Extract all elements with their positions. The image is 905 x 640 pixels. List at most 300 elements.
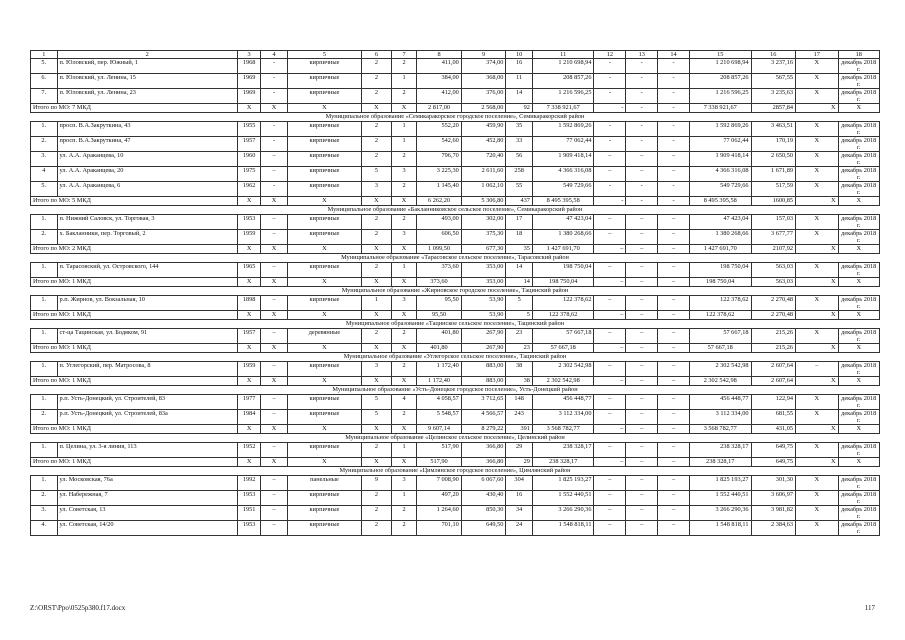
column-number: 8: [417, 51, 462, 59]
table-cell: 17: [506, 215, 533, 230]
table-cell: 38: [506, 362, 533, 377]
table-cell: 157,03: [751, 215, 796, 230]
table-cell: X: [796, 137, 838, 152]
table-cell: р.п. Усть-Донецкий, ул. Строителей, 83а: [57, 410, 237, 425]
table-cell: 5: [506, 311, 533, 320]
table-cell: X: [796, 329, 838, 344]
table-cell: 2 302 542,98: [532, 362, 594, 377]
table-cell: –: [261, 491, 288, 506]
table-cell: 6.: [31, 74, 58, 89]
table-cell: 16: [506, 59, 533, 74]
table-cell: –: [796, 362, 838, 377]
table-cell: 1 210 698,94: [532, 59, 594, 74]
table-cell: X: [287, 104, 361, 113]
table-cell: X: [391, 245, 416, 254]
section-heading-row: [31, 353, 880, 362]
table-cell: -: [626, 59, 658, 74]
table-cell: 1 380 268,66: [689, 230, 751, 245]
table-cell: 238 328,17: [689, 458, 751, 467]
table-cell: –: [594, 506, 626, 521]
table-cell: 2: [362, 506, 392, 521]
table-cell: X: [838, 425, 880, 434]
table-cell: 6 067,60: [461, 476, 506, 491]
table-cell: –: [626, 152, 658, 167]
table-row: [31, 167, 880, 182]
table-cell: 122 378,62: [689, 311, 751, 320]
table-cell: кирпичные: [287, 395, 361, 410]
table-cell: –: [261, 395, 288, 410]
table-cell: 391: [506, 425, 533, 434]
table-cell: п. Тарасовский, ул. Островского, 144: [57, 263, 237, 278]
table-cell: кирпичные: [287, 215, 361, 230]
table-cell: 8 495 395,58: [532, 197, 594, 206]
table-cell: 1952: [237, 443, 260, 458]
table-cell: –: [261, 263, 288, 278]
table-cell: кирпичные: [287, 296, 361, 311]
table-cell: декабрь 2018 г.: [838, 182, 880, 197]
table-cell: 2857,84: [751, 104, 796, 113]
table-cell: –: [594, 491, 626, 506]
table-cell: 2: [391, 215, 416, 230]
table-cell: 412,00: [417, 89, 462, 104]
table-cell: 3 112 334,00: [532, 410, 594, 425]
table-cell: декабрь 2018 г.: [838, 329, 880, 344]
table-cell: п. Юловский, ул. Ленина, 23: [57, 89, 237, 104]
table-cell: X: [261, 104, 288, 113]
table-cell: -: [261, 122, 288, 137]
table-cell: 3 568 782,77: [532, 425, 594, 434]
table-cell: –: [626, 506, 658, 521]
table-row: [31, 491, 880, 506]
table-cell: 1984: [237, 410, 260, 425]
section-heading-row: [31, 206, 880, 215]
table-cell: 2: [362, 491, 392, 506]
table-cell: 701,10: [417, 521, 462, 536]
table-cell: 7 338 921,67: [689, 104, 751, 113]
section-heading-row: [31, 320, 880, 329]
table-cell: 198 750,04: [532, 278, 594, 287]
table-cell: 77 062,44: [532, 137, 594, 152]
table-cell: -: [626, 182, 658, 197]
subtotal-label: Итого по МО: 7 МКД: [31, 104, 238, 113]
table-cell: 353,00: [461, 263, 506, 278]
table-cell: 29: [506, 443, 533, 458]
section-heading: Муниципальное образование «Целинское сельское поселение», Целинский район: [31, 434, 880, 443]
table-cell: -: [626, 197, 658, 206]
table-cell: X: [391, 377, 416, 386]
table-row: [31, 89, 880, 104]
table-cell: 452,80: [461, 137, 506, 152]
table-cell: –: [658, 395, 690, 410]
table-cell: X: [391, 458, 416, 467]
table-cell: -: [658, 182, 690, 197]
table-cell: -: [594, 122, 626, 137]
subtotal-row: [31, 104, 880, 113]
table-cell: X: [796, 506, 838, 521]
table-cell: -: [594, 74, 626, 89]
table-cell: декабрь 2018 г.: [838, 230, 880, 245]
table-cell: 9 607,14: [417, 425, 462, 434]
table-cell: –: [594, 521, 626, 536]
table-cell: 2 611,60: [461, 167, 506, 182]
table-cell: –: [261, 167, 288, 182]
table-cell: панельные: [287, 476, 361, 491]
table-cell: 4 058,57: [417, 395, 462, 410]
table-cell: декабрь 2018 г.: [838, 491, 880, 506]
table-cell: ул. Московская, 76а: [57, 476, 237, 491]
table-cell: –: [626, 167, 658, 182]
table-cell: X: [796, 74, 838, 89]
table-cell: п. Юловский, пер. Южный, 1: [57, 59, 237, 74]
table-cell: –: [261, 230, 288, 245]
table-cell: 796,70: [417, 152, 462, 167]
table-cell: 2: [362, 152, 392, 167]
table-cell: 4 366 316,08: [532, 167, 594, 182]
table-row: [31, 230, 880, 245]
table-cell: 267,90: [461, 329, 506, 344]
table-cell: 1965: [237, 263, 260, 278]
table-row: [31, 506, 880, 521]
table-cell: 1 427 691,70: [689, 245, 751, 254]
table-cell: 720,40: [461, 152, 506, 167]
table-cell: 198 750,04: [689, 263, 751, 278]
table-cell: 92: [506, 104, 533, 113]
table-cell: X: [796, 122, 838, 137]
table-cell: п. Нижний Саловск, ул. Торговая, 3: [57, 215, 237, 230]
subtotal-row: [31, 311, 880, 320]
table-row: [31, 410, 880, 425]
table-cell: 1 062,10: [461, 182, 506, 197]
table-row: [31, 395, 880, 410]
table-cell: -: [658, 122, 690, 137]
table-cell: X: [362, 278, 392, 287]
table-cell: 2: [391, 182, 416, 197]
table-cell: –: [658, 230, 690, 245]
table-cell: 2107,92: [751, 245, 796, 254]
table-cell: X: [838, 311, 880, 320]
table-cell: –: [626, 476, 658, 491]
table-cell: 2 607,64: [751, 362, 796, 377]
table-cell: –: [626, 263, 658, 278]
table-cell: 850,30: [461, 506, 506, 521]
table-cell: 6 262,20: [417, 197, 462, 206]
column-number: 11: [532, 51, 594, 59]
column-number: 9: [461, 51, 506, 59]
table-cell: –: [261, 152, 288, 167]
table-cell: –: [658, 329, 690, 344]
table-cell: 3 266 290,36: [532, 506, 594, 521]
column-number: 15: [689, 51, 751, 59]
table-cell: 1 552 440,51: [532, 491, 594, 506]
table-cell: 1 592 869,26: [689, 122, 751, 137]
table-cell: 2 302 542,98: [532, 377, 594, 386]
column-number: 3: [237, 51, 260, 59]
table-row: [31, 74, 880, 89]
table-cell: –: [594, 362, 626, 377]
table-cell: -: [594, 89, 626, 104]
table-cell: –: [594, 311, 626, 320]
table-cell: 1: [391, 122, 416, 137]
table-cell: X: [838, 344, 880, 353]
table-cell: 5 548,57: [417, 410, 462, 425]
table-cell: -: [626, 89, 658, 104]
table-cell: 2: [391, 329, 416, 344]
table-cell: -: [626, 122, 658, 137]
table-cell: 883,00: [461, 377, 506, 386]
section-heading: Муниципальное образование «Жирновское городское поселение», Тацинский район: [31, 287, 880, 296]
column-number: 12: [594, 51, 626, 59]
table-cell: декабрь 2018 г.: [838, 89, 880, 104]
column-number: 10: [506, 51, 533, 59]
table-cell: 3: [362, 182, 392, 197]
table-cell: 238 328,17: [689, 443, 751, 458]
table-cell: -: [594, 197, 626, 206]
table-cell: 1953: [237, 521, 260, 536]
table-cell: –: [658, 410, 690, 425]
subtotal-label: Итого по МО: 5 МКД: [31, 197, 238, 206]
column-number: 4: [261, 51, 288, 59]
table-cell: X: [796, 245, 838, 254]
table-cell: 2 270,48: [751, 311, 796, 320]
table-cell: 3: [391, 476, 416, 491]
table-cell: 1 548 818,11: [532, 521, 594, 536]
table-cell: 3: [362, 362, 392, 377]
table-cell: р.п. Усть-Донецкий, ул. Строителей, 83: [57, 395, 237, 410]
table-cell: 18: [506, 230, 533, 245]
table-cell: 1 825 193,27: [689, 476, 751, 491]
table-cell: X: [796, 59, 838, 74]
table-cell: –: [626, 458, 658, 467]
table-cell: 148: [506, 395, 533, 410]
table-cell: декабрь 2018 г.: [838, 521, 880, 536]
table-cell: кирпичные: [287, 230, 361, 245]
table-cell: –: [626, 344, 658, 353]
table-cell: –: [626, 395, 658, 410]
table-cell: X: [391, 104, 416, 113]
table-cell: X: [287, 377, 361, 386]
table-cell: –: [261, 362, 288, 377]
table-row: [31, 296, 880, 311]
table-cell: 1898: [237, 296, 260, 311]
table-cell: 1960: [237, 152, 260, 167]
table-cell: ул. Набережная, 7: [57, 491, 237, 506]
table-cell: 549 729,66: [689, 182, 751, 197]
column-number: 13: [626, 51, 658, 59]
table-cell: кирпичные: [287, 182, 361, 197]
table-cell: –: [626, 245, 658, 254]
table-cell: 1962: [237, 182, 260, 197]
table-cell: 170,19: [751, 137, 796, 152]
table-cell: 3 463,51: [751, 122, 796, 137]
table-cell: 5: [362, 395, 392, 410]
table-cell: 437: [506, 197, 533, 206]
subtotal-label: Итого по МО: 1 МКД: [31, 377, 238, 386]
table-cell: –: [626, 230, 658, 245]
table-cell: 208 857,26: [532, 74, 594, 89]
table-cell: кирпичные: [287, 89, 361, 104]
table-cell: 2: [362, 74, 392, 89]
table-cell: X: [261, 344, 288, 353]
table-cell: 2: [362, 263, 392, 278]
table-cell: X: [261, 458, 288, 467]
table-cell: декабрь 2018 г.: [838, 137, 880, 152]
table-cell: 1977: [237, 395, 260, 410]
subtotal-label: Итого по МО: 1 МКД: [31, 458, 238, 467]
table-cell: 1953: [237, 491, 260, 506]
table-cell: 14: [506, 89, 533, 104]
table-cell: –: [626, 278, 658, 287]
table-cell: 2 270,48: [751, 296, 796, 311]
table-cell: -: [594, 182, 626, 197]
table-cell: 456 448,77: [532, 395, 594, 410]
table-cell: 1955: [237, 122, 260, 137]
table-cell: 1 172,40: [417, 377, 462, 386]
table-cell: –: [594, 230, 626, 245]
subtotal-label: Итого по МО: 1 МКД: [31, 311, 238, 320]
table-cell: 47 423,04: [689, 215, 751, 230]
table-cell: 215,26: [751, 329, 796, 344]
table-cell: 2: [362, 443, 392, 458]
subtotal-row: [31, 278, 880, 287]
table-cell: 517,90: [417, 443, 462, 458]
table-cell: –: [261, 521, 288, 536]
table-cell: –: [658, 278, 690, 287]
table-cell: 1.: [31, 122, 58, 137]
table-cell: 3 237,16: [751, 59, 796, 74]
table-cell: 1959: [237, 230, 260, 245]
table-cell: 373,60: [417, 278, 462, 287]
column-number: 14: [658, 51, 690, 59]
table-cell: 2.: [31, 410, 58, 425]
column-number: 17: [796, 51, 838, 59]
table-cell: 2 384,63: [751, 521, 796, 536]
table-cell: 1 216 596,25: [532, 89, 594, 104]
table-cell: декабрь 2018 г.: [838, 395, 880, 410]
table-cell: 267,90: [461, 344, 506, 353]
table-cell: –: [594, 263, 626, 278]
table-cell: 1: [391, 74, 416, 89]
table-cell: 2 302 542,98: [689, 377, 751, 386]
table-cell: X: [796, 458, 838, 467]
table-cell: –: [626, 410, 658, 425]
table-cell: X: [796, 230, 838, 245]
subtotal-row: [31, 425, 880, 434]
table-cell: 1.: [31, 215, 58, 230]
table-cell: X: [237, 104, 260, 113]
table-cell: 5: [362, 410, 392, 425]
table-cell: X: [391, 311, 416, 320]
table-cell: 2.: [31, 491, 58, 506]
table-cell: 3 606,97: [751, 491, 796, 506]
table-row: [31, 443, 880, 458]
table-cell: –: [594, 476, 626, 491]
table-row: [31, 476, 880, 491]
table-cell: 1 909 418,14: [689, 152, 751, 167]
table-cell: 3 568 782,77: [689, 425, 751, 434]
table-cell: X: [838, 278, 880, 287]
table-cell: 2 817,00: [417, 104, 462, 113]
table-cell: 57 667,18: [532, 344, 594, 353]
table-cell: –: [626, 329, 658, 344]
table-cell: 3: [391, 230, 416, 245]
table-cell: 376,00: [461, 89, 506, 104]
table-cell: –: [594, 215, 626, 230]
table-cell: 3 112 334,00: [689, 410, 751, 425]
table-cell: 29: [506, 458, 533, 467]
table-cell: X: [796, 167, 838, 182]
table-cell: X: [261, 278, 288, 287]
table-cell: 1968: [237, 59, 260, 74]
table-cell: –: [626, 377, 658, 386]
table-cell: 681,55: [751, 410, 796, 425]
table-cell: ул. А.А. Араканцева, 6: [57, 182, 237, 197]
table-cell: -: [626, 104, 658, 113]
table-cell: 649,75: [751, 458, 796, 467]
table-cell: –: [261, 296, 288, 311]
table-cell: ст-ца Тацинская, ул. Бодяком, 91: [57, 329, 237, 344]
table-cell: 1957: [237, 329, 260, 344]
table-cell: деревянные: [287, 329, 361, 344]
table-cell: –: [626, 311, 658, 320]
table-row: [31, 122, 880, 137]
table-cell: 258: [506, 167, 533, 182]
table-cell: 2: [391, 410, 416, 425]
table-cell: 1: [391, 443, 416, 458]
table-cell: -: [261, 137, 288, 152]
table-cell: X: [362, 377, 392, 386]
table-cell: 2: [391, 362, 416, 377]
table-cell: X: [391, 425, 416, 434]
table-cell: кирпичные: [287, 521, 361, 536]
table-cell: р.п. Жирнов, ул. Вокзальная, 10: [57, 296, 237, 311]
table-cell: 5: [506, 296, 533, 311]
table-cell: -: [658, 59, 690, 74]
table-cell: 606,50: [417, 230, 462, 245]
table-cell: 95,50: [417, 311, 462, 320]
table-cell: 4.: [31, 521, 58, 536]
table-cell: кирпичные: [287, 74, 361, 89]
table-cell: 2: [362, 521, 392, 536]
table-cell: 1957: [237, 137, 260, 152]
table-cell: декабрь 2018 г.: [838, 410, 880, 425]
table-cell: 1953: [237, 215, 260, 230]
table-cell: 2.: [31, 137, 58, 152]
table-cell: X: [796, 425, 838, 434]
table-cell: 122,94: [751, 395, 796, 410]
section-heading-row: [31, 287, 880, 296]
table-cell: 3 712,65: [461, 395, 506, 410]
table-cell: декабрь 2018 г.: [838, 215, 880, 230]
table-cell: ул. А.А. Араканцева, 20: [57, 167, 237, 182]
table-cell: декабрь 2018 г.: [838, 296, 880, 311]
table-body: [31, 51, 880, 536]
table-cell: ул. Советская, 14/20: [57, 521, 237, 536]
table-cell: –: [658, 458, 690, 467]
table-row: [31, 59, 880, 74]
table-cell: 5.: [31, 182, 58, 197]
table-cell: п. Углегорский, пер. Матросова, 8: [57, 362, 237, 377]
table-cell: 1 552 440,51: [689, 491, 751, 506]
section-heading: Муниципальное образование «Бакланниковское сельское поселение», Семикаракорский район: [31, 206, 880, 215]
table-row: [31, 215, 880, 230]
table-cell: -: [261, 182, 288, 197]
table-cell: 56: [506, 152, 533, 167]
table-cell: X: [796, 410, 838, 425]
section-heading-row: [31, 386, 880, 395]
table-cell: 95,50: [417, 296, 462, 311]
table-cell: –: [626, 443, 658, 458]
table-cell: –: [626, 296, 658, 311]
